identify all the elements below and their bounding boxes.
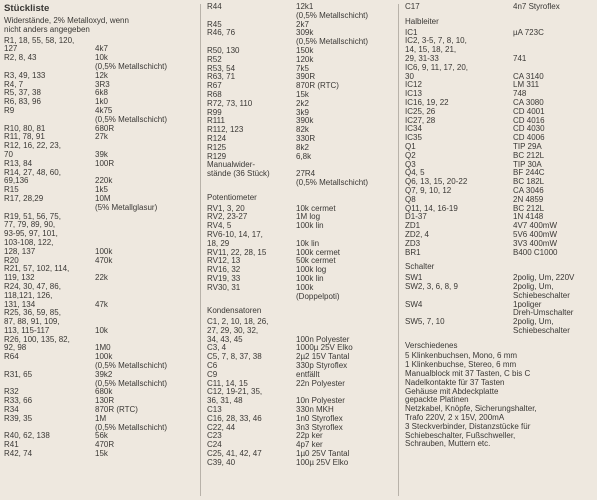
- item-value: 100k log: [296, 265, 327, 275]
- item-ref: ZD3: [405, 238, 421, 248]
- item-value: 130R: [95, 396, 115, 406]
- item-ref: R111: [207, 116, 225, 126]
- item-value: 12k1 (0,5% Metallschicht): [296, 2, 369, 20]
- item-value: LM 311: [513, 80, 540, 90]
- item-value: 4k7: [95, 44, 108, 54]
- item-value: 100k lin: [296, 273, 324, 283]
- section-heading: Kondensatoren: [207, 306, 262, 316]
- item-ref: SW1: [405, 273, 423, 283]
- list-item: [405, 187, 593, 196]
- item-value: BC 212L: [513, 203, 545, 213]
- item-value: 10k lin: [296, 238, 320, 248]
- item-value: 1k0: [95, 97, 108, 107]
- list-item: [4, 336, 193, 354]
- item-value: 100n Polyester: [296, 334, 350, 344]
- item-ref: Q4, 5: [405, 168, 425, 178]
- item-ref: C6: [207, 361, 218, 371]
- item-value: 390R: [296, 72, 316, 82]
- item-value: 4n7 Styroflex: [513, 2, 560, 11]
- item-ref: RV12, 13: [207, 256, 241, 266]
- item-ref: R1, 18, 55, 58, 120, 127: [4, 35, 75, 54]
- item-ref: RV30, 31: [207, 282, 241, 292]
- item-value: 2k2: [296, 98, 309, 108]
- item-value: 741: [513, 53, 527, 63]
- section-intro: Widerstände, 2% Metalloxyd, wenn nicht anders angegeben: [4, 16, 129, 34]
- item-ref: C24: [207, 440, 222, 450]
- item-ref: C5, 7, 8, 37, 38: [207, 352, 262, 362]
- item-ref: R2, 8, 43: [4, 53, 37, 63]
- item-ref: SW2, 3, 6, 8, 9: [405, 281, 458, 291]
- item-value: 22p ker: [296, 431, 323, 441]
- item-ref: ZD2, 4: [405, 229, 430, 239]
- item-value: 150k: [296, 45, 314, 55]
- list-item: [4, 213, 193, 257]
- item-value: 3k9: [296, 107, 309, 117]
- item-value: 1k5: [95, 185, 108, 195]
- item-ref: C23: [207, 431, 222, 441]
- item-value: 748: [513, 89, 527, 99]
- item-ref: R25, 36, 59, 85, 87, 88, 91, 109, 113, 115-117: [4, 308, 61, 335]
- item-ref: IC1: [405, 27, 418, 37]
- list-item: [4, 54, 193, 72]
- item-value: 1M (0,5% Metallschicht): [95, 413, 168, 432]
- list-item: [4, 283, 193, 309]
- item-value: 680R: [95, 123, 115, 133]
- item-ref: R26, 100, 135, 82, 92, 98: [4, 334, 70, 353]
- list-item: [4, 415, 193, 433]
- item-value: 309k (0,5% Metallschicht): [296, 28, 369, 47]
- item-ref: R72, 73, 110: [207, 98, 253, 108]
- item-ref: R5, 37, 38: [4, 88, 41, 98]
- list-item: [405, 64, 593, 82]
- item-ref: R19, 51, 56, 75, 77, 79, 89, 90, 93-95, 97, 101, 103-108, 122, 128, 137: [4, 211, 61, 256]
- item-ref: R45: [207, 19, 222, 29]
- section-heading: Schalter: [405, 262, 435, 272]
- item-ref: R33, 66: [4, 396, 33, 406]
- item-value: 470k: [95, 255, 113, 265]
- item-value: 100k (0,5% Metallschicht): [95, 352, 168, 371]
- section-heading: Halbleiter: [405, 16, 439, 26]
- list-item: [4, 169, 193, 187]
- item-value: 330p Styroflex: [296, 361, 348, 371]
- item-ref: SW4: [405, 299, 423, 309]
- item-value: 15k: [95, 449, 108, 459]
- item-ref: R3, 49, 133: [4, 70, 46, 80]
- item-ref: C25, 41, 42, 47: [207, 449, 262, 459]
- item-value: CA 3140: [513, 71, 544, 81]
- list-item: [405, 37, 593, 63]
- item-ref: Q8: [405, 194, 416, 204]
- item-value: 330R: [296, 133, 316, 143]
- item-ref: ZD1: [405, 221, 421, 231]
- list-item: [4, 353, 193, 371]
- item-value: 870R (RTC): [95, 405, 138, 415]
- item-value: CA 3046: [513, 185, 544, 195]
- resistor-section-continued: [203, 3, 395, 188]
- item-ref: R9: [4, 105, 15, 115]
- item-ref: Q6, 13, 15, 20-22: [405, 177, 468, 187]
- item-ref: R24, 30, 47, 86, 118,121, 126, 131, 134: [4, 281, 61, 309]
- item-value: 10k: [95, 325, 108, 335]
- list-item: [405, 222, 593, 231]
- item-value: 3V3 400mW: [513, 238, 558, 248]
- item-value: 4k75 (0,5% Metallschicht): [95, 105, 168, 124]
- item-value: 1000µ 25V Elko: [296, 343, 353, 353]
- item-value: 82k: [296, 125, 309, 135]
- item-value: TIP 30A: [513, 159, 542, 169]
- item-value: 22n Polyester: [296, 378, 345, 388]
- list-item: [4, 142, 193, 160]
- item-ref: R13, 84: [4, 158, 33, 168]
- column-3: [401, 0, 597, 455]
- item-ref: R39, 35: [4, 413, 33, 423]
- item-value: 5V6 400mW: [513, 229, 558, 239]
- item-value: 2k7: [296, 19, 309, 29]
- item-ref: C3, 4: [207, 343, 227, 353]
- semiconductor-section: [401, 18, 597, 258]
- item-value: 1µ0 25V Tantal: [296, 449, 350, 459]
- item-value: CD 4030: [513, 124, 545, 134]
- item-value: B400 C1000: [513, 247, 558, 257]
- item-ref: R50, 130: [207, 45, 240, 55]
- item-ref: C16, 28, 33, 46: [207, 413, 262, 423]
- item-ref: SW5, 7, 10: [405, 317, 445, 327]
- list-item: [207, 284, 391, 302]
- item-value: 100µ 25V Elko: [296, 457, 349, 467]
- resistor-list: [207, 3, 391, 188]
- item-value: TIP 29A: [513, 141, 542, 151]
- item-ref: R17, 28,29: [4, 193, 44, 203]
- item-value: 50k cermet: [296, 256, 336, 266]
- list-item: [405, 117, 593, 126]
- item-value: 1M0: [95, 343, 111, 353]
- list-item: [405, 240, 593, 249]
- list-item: [405, 81, 593, 90]
- item-ref: R124: [207, 133, 227, 143]
- item-ref: Q2: [405, 150, 416, 160]
- page-title: Stückliste: [4, 3, 50, 14]
- item-value: CD 4016: [513, 115, 545, 125]
- list-item: [207, 388, 391, 406]
- item-value: 100R: [95, 158, 115, 168]
- item-ref: R15: [4, 185, 19, 195]
- semiconductor-list: [405, 29, 593, 258]
- item-ref: C12, 19-21, 35, 36, 31, 48: [207, 387, 263, 406]
- item-value: 120k: [296, 54, 314, 64]
- item-value: entfällt: [296, 369, 320, 379]
- list-item: [405, 283, 593, 301]
- section-heading: Potentiometer: [207, 192, 257, 202]
- item-value: 22k: [95, 273, 108, 283]
- misc-text: 5 Klinkenbuchsen, Mono, 6 mm 1 Klinkenbuchse, Stereo, 6 mm Manualblock mit 37 Tasten, C bis C Nadelkontakte für 37 Tasten Gehäuse mit Abdeckplatte gepackte Platinen Netzkabel, Knöpfe, Sicherungshalter, Trafo 220V, 2 x 15V, 200mA 3 Steckverbinder, Distanzstücke für Schiebeschalter, Fußschweller, Schrauben, Muttern etc.: [405, 351, 537, 449]
- item-ref: Q7, 9, 10, 12: [405, 185, 452, 195]
- item-ref: R52: [207, 54, 222, 64]
- list-item: [4, 195, 193, 213]
- list-item: [207, 161, 391, 187]
- list-item: [405, 3, 593, 12]
- item-ref: R40, 62, 138: [4, 431, 50, 441]
- item-value: 1n0 Styroflex: [296, 413, 343, 423]
- item-value: BF 244C: [513, 168, 545, 178]
- item-value: 100k (Doppelpoti): [296, 282, 340, 301]
- resistor-list: [4, 37, 193, 459]
- item-ref: D1-37: [405, 212, 427, 222]
- item-value: 100k cermet: [296, 247, 341, 257]
- item-value: 680k: [95, 387, 113, 397]
- item-ref: RV2, 23-27: [207, 212, 248, 222]
- column-divider: [200, 4, 201, 496]
- item-ref: R14, 27, 48, 60, 69,136: [4, 167, 61, 186]
- item-ref: RV1, 3, 20: [207, 203, 245, 213]
- item-value: 4V7 400mW: [513, 221, 558, 231]
- item-value: 10M (5% Metallglasur): [95, 193, 158, 212]
- list-item: [207, 3, 391, 21]
- list-item: [405, 318, 593, 336]
- item-ref: R129: [207, 151, 227, 161]
- item-value: 2polig, Um, Schiebeschalter: [513, 317, 570, 335]
- item-value: CD 4006: [513, 133, 545, 143]
- capacitor-section: [203, 307, 395, 467]
- item-value: 330n MKH: [296, 405, 334, 415]
- item-value: 2polig, Um, 220V: [513, 273, 575, 283]
- item-ref: R125: [207, 142, 227, 152]
- item-value: 870R (RTC): [296, 81, 339, 91]
- item-ref: BR1: [405, 247, 421, 257]
- item-ref: R32: [4, 387, 19, 397]
- item-ref: IC6, 9, 11, 17, 20, 30: [405, 62, 469, 81]
- item-value: 220k: [95, 176, 113, 186]
- item-value: 3R3: [95, 79, 110, 89]
- resistor-section: [0, 17, 197, 459]
- item-value: 27R4 (0,5% Metallschicht): [296, 169, 369, 187]
- item-value: 39k2 (0,5% Metallschicht): [95, 369, 168, 388]
- item-ref: C39, 40: [207, 457, 236, 467]
- item-ref: IC13: [405, 89, 422, 99]
- item-value: 15k: [296, 89, 309, 99]
- item-value: 4p7 ker: [296, 440, 323, 450]
- item-ref: C13: [207, 405, 222, 415]
- list-item: [405, 134, 593, 143]
- list-item: [405, 161, 593, 170]
- item-ref: C11, 14, 15: [207, 378, 248, 388]
- capacitor-section-continued: [401, 3, 597, 12]
- list-item: [207, 29, 391, 47]
- potentiometer-list: [207, 205, 391, 302]
- list-item: [405, 231, 593, 240]
- item-value: BC 212L: [513, 150, 545, 160]
- item-ref: IC12: [405, 80, 422, 90]
- item-ref: C22, 44: [207, 422, 236, 432]
- item-ref: R34: [4, 405, 19, 415]
- potentiometer-section: [203, 194, 395, 302]
- item-value: 39k: [95, 149, 108, 159]
- column-divider: [398, 4, 399, 496]
- list-item: [4, 265, 193, 283]
- item-ref: R68: [207, 89, 222, 99]
- switch-list: [405, 274, 593, 336]
- list-item: [4, 37, 193, 55]
- list-item: [405, 213, 593, 222]
- item-value: 1N 4148: [513, 212, 544, 222]
- item-ref: IC34: [405, 124, 422, 134]
- item-ref: R12, 16, 22, 23, 70: [4, 141, 61, 159]
- item-value: 6k8: [95, 88, 108, 98]
- item-ref: R4, 7: [4, 79, 24, 89]
- item-value: 12k: [95, 70, 108, 80]
- item-value: 100k: [95, 246, 113, 256]
- item-ref: RV11, 22, 28, 15: [207, 247, 267, 257]
- item-ref: R11, 78, 91: [4, 132, 45, 142]
- item-value: 470R: [95, 440, 115, 450]
- item-ref: R64: [4, 352, 19, 362]
- item-value: 2polig, Um, Schiebeschalter: [513, 281, 570, 300]
- item-ref: C9: [207, 369, 218, 379]
- item-value: CD 4001: [513, 106, 545, 116]
- list-item: [207, 318, 391, 344]
- switch-section: [401, 263, 597, 335]
- item-value: µA 723C: [513, 27, 544, 37]
- item-ref: R31, 65: [4, 369, 33, 379]
- list-item: [405, 205, 593, 214]
- list-item: [405, 152, 593, 161]
- list-item: [207, 231, 391, 249]
- list-item: [405, 143, 593, 152]
- item-ref: R67: [207, 81, 222, 91]
- item-value: 1poliger Dreh-Umschalter: [513, 299, 574, 318]
- item-ref: Manualwider- stände (36 Stück): [207, 160, 270, 179]
- item-ref: R44: [207, 2, 222, 11]
- list-item: [4, 450, 193, 459]
- item-value: 8k2: [296, 142, 309, 152]
- item-ref: RV6-10, 14, 17, 18, 29: [207, 229, 263, 248]
- item-ref: IC27, 28: [405, 115, 436, 125]
- item-value: 3n3 Styroflex: [296, 422, 343, 432]
- list-item: [207, 459, 391, 468]
- item-ref: RV19, 33: [207, 273, 241, 283]
- item-ref: R21, 57, 102, 114, 119, 132: [4, 264, 70, 283]
- item-value: CA 3080: [513, 97, 544, 107]
- misc-section: [401, 342, 597, 450]
- item-value: 47k: [95, 299, 108, 309]
- item-ref: R41: [4, 440, 19, 450]
- item-value: 7k5: [296, 63, 309, 73]
- list-item: [4, 107, 193, 125]
- item-ref: Q11, 14, 16-19: [405, 203, 458, 213]
- item-value: 1M log: [296, 212, 321, 222]
- item-ref: Q1: [405, 141, 416, 151]
- item-ref: R6, 83, 96: [4, 97, 41, 107]
- item-ref: Q3: [405, 159, 416, 169]
- item-value: 10k (0,5% Metallschicht): [95, 53, 168, 71]
- item-ref: IC2, 3-5, 7, 8, 10, 14, 15, 18, 21, 29, 31-33: [405, 36, 467, 63]
- item-ref: R112, 123: [207, 125, 244, 135]
- item-value: 2N 4859: [513, 194, 544, 204]
- item-ref: IC35: [405, 133, 422, 143]
- item-value: 27k: [95, 132, 108, 142]
- item-ref: R42, 74: [4, 449, 33, 459]
- item-value: 10k cermet: [296, 203, 336, 213]
- item-value: 6,8k: [296, 151, 312, 161]
- item-value: 2µ2 15V Tantal: [296, 352, 350, 362]
- item-ref: RV4, 5: [207, 221, 232, 231]
- list-item: [405, 301, 593, 319]
- item-ref: IC16, 19, 22: [405, 97, 449, 107]
- item-ref: R53, 54: [207, 63, 236, 73]
- item-ref: R10, 80, 81: [4, 123, 46, 133]
- item-ref: R46, 76: [207, 28, 236, 38]
- item-ref: C17: [405, 2, 420, 11]
- capacitor-list: [207, 318, 391, 468]
- item-ref: C1, 2, 10, 18, 26, 27, 29, 30, 32, 34, 43, 45: [207, 317, 269, 344]
- item-value: 56k: [95, 431, 108, 441]
- item-value: BC 182L: [513, 177, 545, 187]
- item-value: 390k: [296, 116, 314, 126]
- column-2: [203, 0, 395, 474]
- item-ref: RV16, 32: [207, 265, 241, 275]
- item-ref: R99: [207, 107, 222, 117]
- list-item: [405, 249, 593, 258]
- list-item: [4, 309, 193, 335]
- item-ref: R20: [4, 255, 19, 265]
- item-ref: IC25, 26: [405, 106, 436, 116]
- item-value: 100k lin: [296, 221, 324, 231]
- column-1: [0, 0, 197, 465]
- list-item: [405, 125, 593, 134]
- list-item: [4, 371, 193, 389]
- item-ref: R63, 71: [207, 72, 236, 82]
- section-heading: Verschiedenes: [405, 340, 458, 350]
- item-value: 10n Polyester: [296, 396, 345, 406]
